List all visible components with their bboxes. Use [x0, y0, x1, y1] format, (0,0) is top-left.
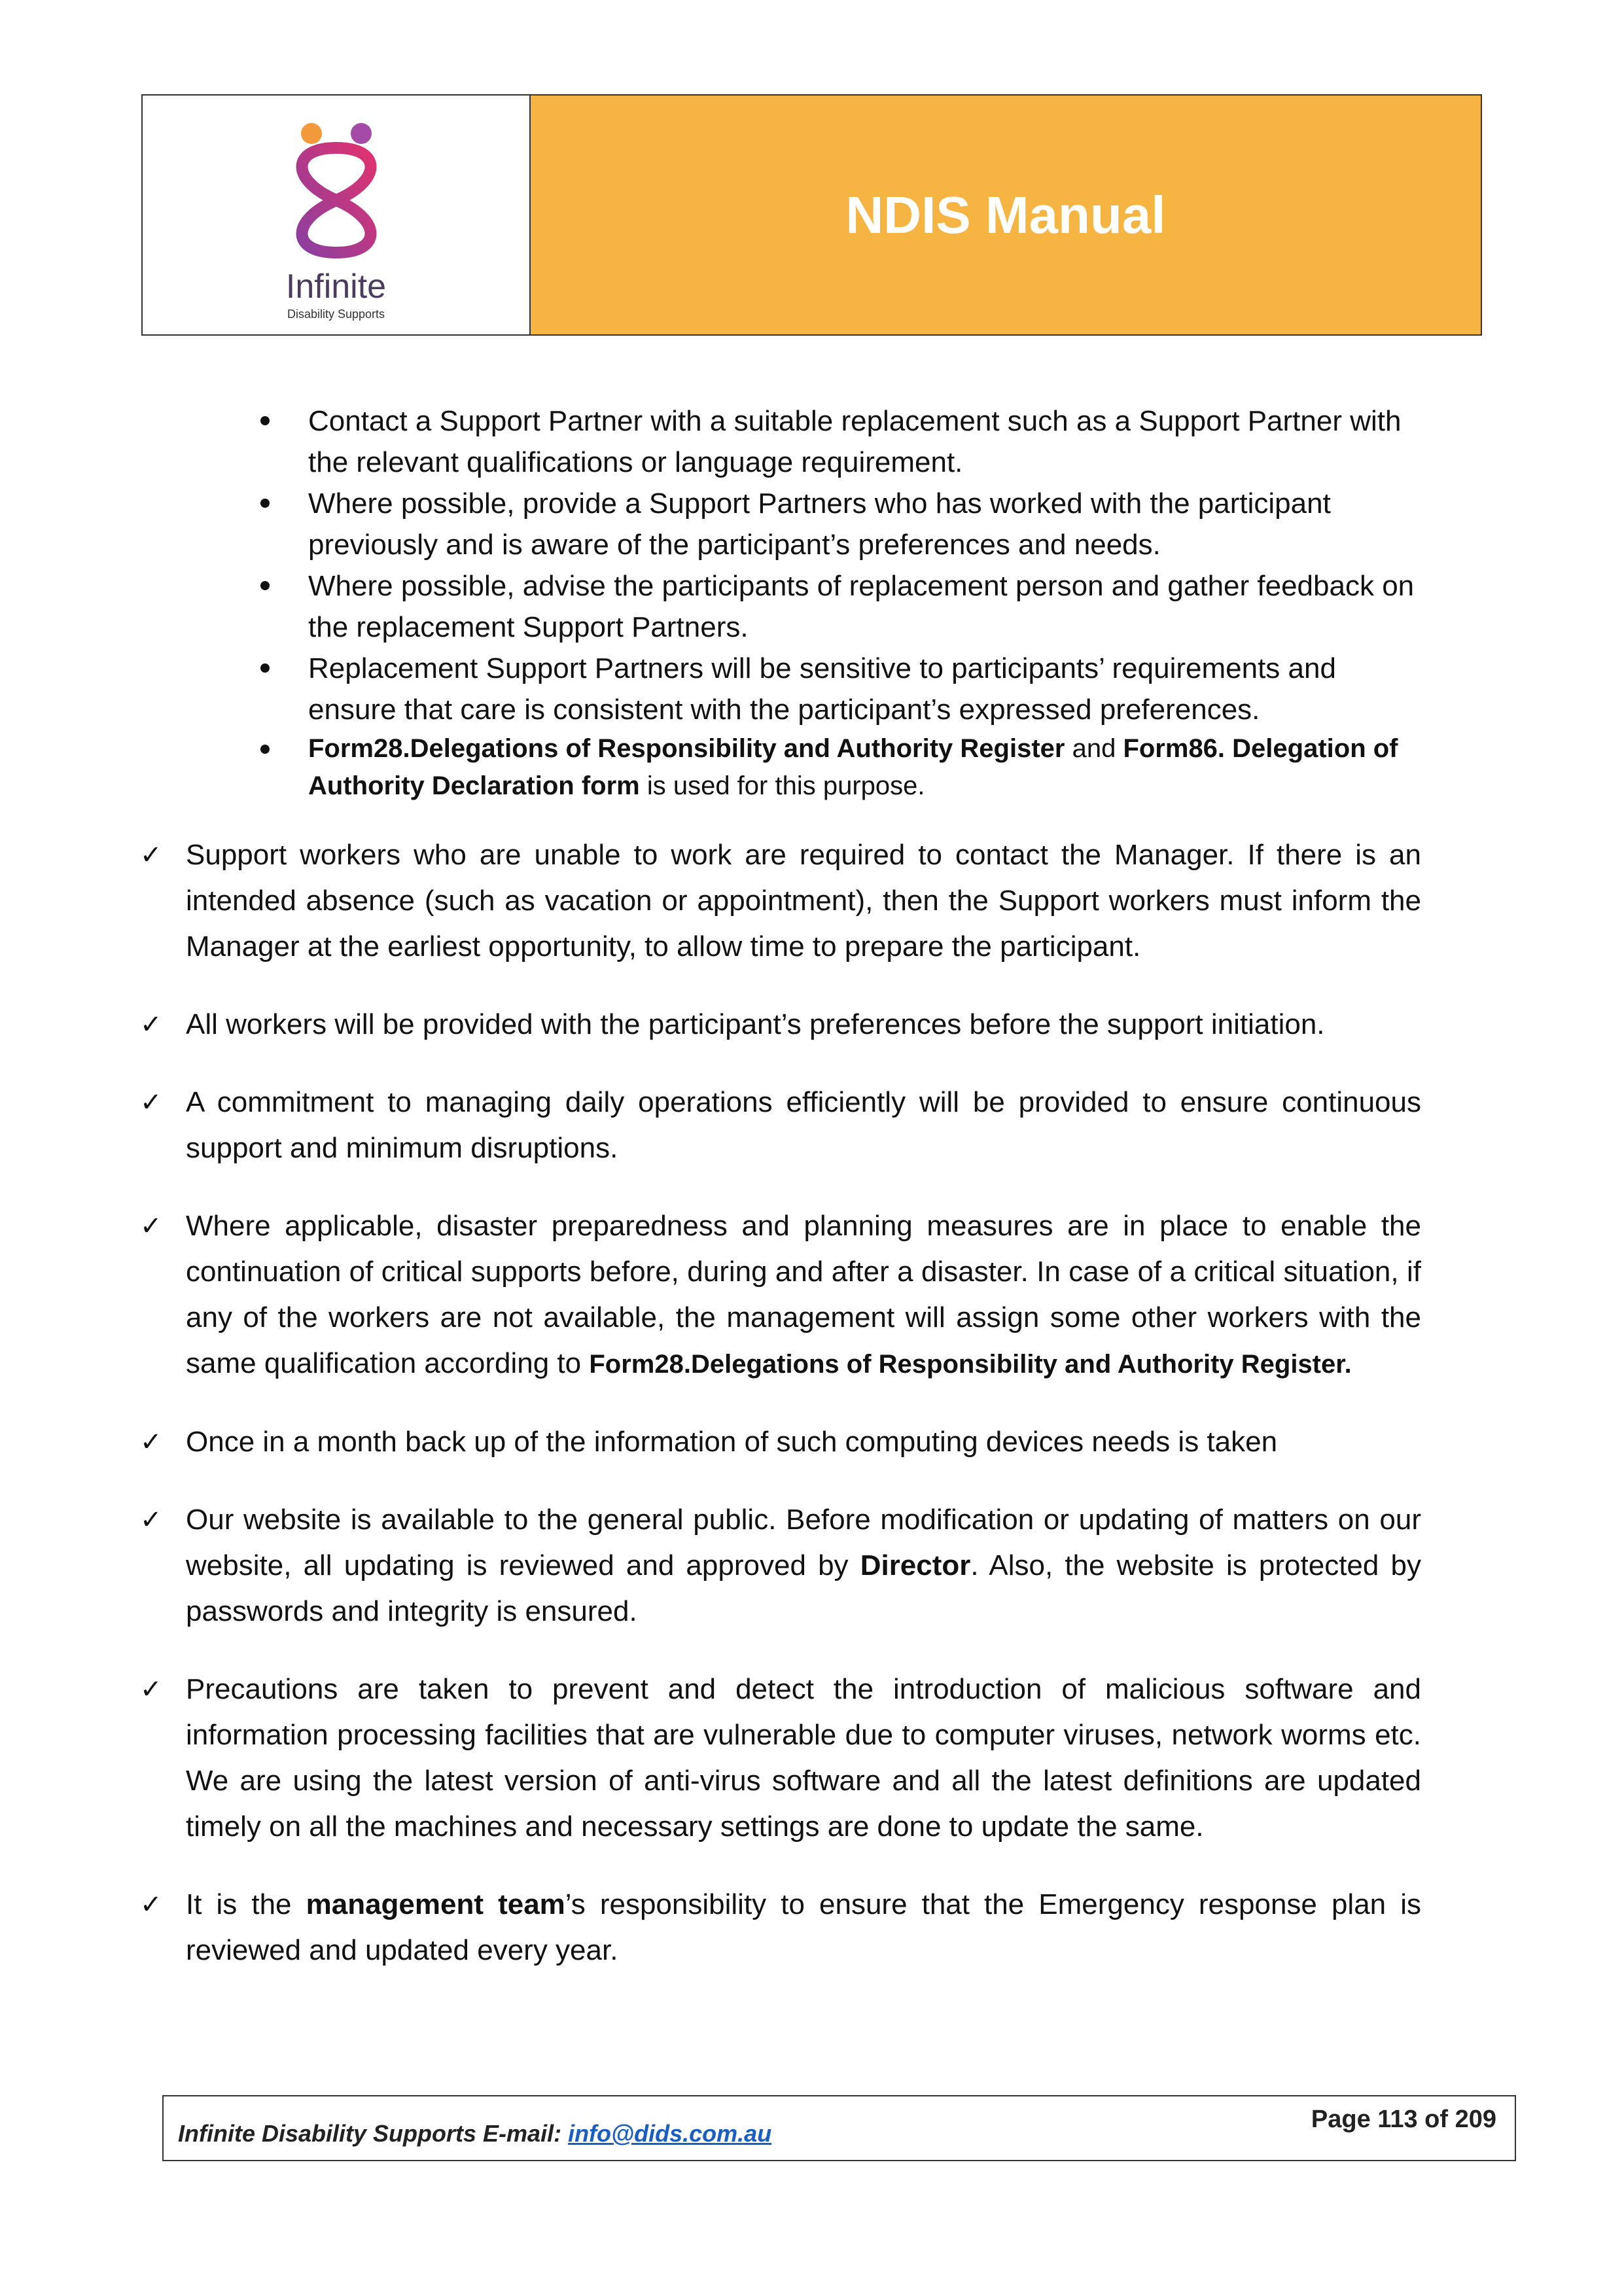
checklist [140, 832, 1421, 2005]
checkmark-icon: ✓ [140, 1427, 162, 1457]
conjunction-text: and [1065, 734, 1123, 763]
director-text: Director [860, 1549, 971, 1581]
checkmark-icon: ✓ [140, 1010, 162, 1040]
check-item-text: All workers will be provided with the participant’s preferences before the support initiation. [186, 1008, 1325, 1040]
checkmark-icon: ✓ [140, 1505, 162, 1535]
infinite-logo-icon [271, 115, 402, 279]
check-item-text: . Also, the website is protected by passwords and integrity is ensured. [186, 1549, 1421, 1627]
checkmark-icon: ✓ [140, 1674, 162, 1704]
logo-name: Infinite [285, 268, 387, 306]
check-item [140, 1002, 1421, 1048]
list-item-text: Replacement Support Partners will be sensitive to participants’ requirements and ensure that care is consistent with the participant’s expressed preferences. [308, 652, 1336, 726]
check-item-text: ’s responsibility to ensure that the Emergency response plan is reviewed and updated every year. [186, 1888, 1421, 1966]
sub-bullet-list [260, 400, 1432, 805]
bullet-icon [260, 745, 270, 754]
bullet-icon [260, 416, 270, 425]
check-item-text: A commitment to managing daily operations efficiently will be provided to ensure continuous support and minimum disruptions. [186, 1086, 1421, 1164]
bullet-icon [260, 663, 270, 673]
list-item [260, 483, 1432, 565]
page-title: NDIS Manual [845, 185, 1166, 244]
check-item-text: Support workers who are unable to work are required to contact the Manager. If there is an intended absence (such as vacation or appointment), then the Support workers must inform the Manager at the earliest opportunity, to allow time to prepare the participant. [186, 839, 1421, 963]
list-item-text: Contact a Support Partner with a suitable replacement such as a Support Partner with the relevant qualifications or language requirement. [308, 405, 1402, 478]
check-item-text: Our website is available to the general public. Before modification or updating of matters on our website, all updating is reviewed and approved by [186, 1504, 1421, 1581]
list-item [260, 648, 1432, 730]
check-item [140, 832, 1421, 970]
title-cell [531, 96, 1481, 334]
document-header [141, 94, 1482, 336]
list-item [260, 400, 1432, 483]
check-item [140, 1667, 1421, 1850]
logo [143, 96, 531, 334]
page-number: Page 113 of 209 [1311, 2106, 1496, 2133]
check-item-text: It is the [186, 1888, 306, 1920]
form28-reference: Form28.Delegations of Responsibility and Authority Register [308, 734, 1065, 763]
check-item-text: Once in a month back up of the information of such computing devices needs is taken [186, 1426, 1278, 1458]
checkmark-icon: ✓ [140, 1890, 162, 1920]
bullet-icon [260, 581, 270, 590]
list-item [260, 565, 1432, 648]
form-suffix-text: is used for this purpose. [639, 771, 925, 800]
check-item-text: Where applicable, disaster preparedness and planning measures are in place to enable the continuation of critical supports before, during and after a disaster. In case of a critical situation, if any of the workers are not available, the management will assign some other workers with the same qualification according to [186, 1210, 1421, 1379]
check-item [140, 1497, 1421, 1634]
check-item-text: Precautions are taken to prevent and detect the introduction of malicious software and information processing facilities that are vulnerable due to computer viruses, network worms etc. We are using the latest version of anti-virus software and all the latest definitions are updated timely on all the machines and necessary settings are done to update the same. [186, 1673, 1421, 1843]
list-item-text: Where possible, advise the participants of replacement person and gather feedback on the replacement Support Partners. [308, 570, 1415, 643]
check-item [140, 1882, 1421, 1973]
email-link[interactable]: info@dids.com.au [568, 2120, 772, 2147]
list-item-text: Where possible, provide a Support Partners who has worked with the participant previously and is aware of the participant’s preferences and needs. [308, 487, 1331, 561]
checkmark-icon: ✓ [140, 1087, 162, 1118]
check-item [140, 1080, 1421, 1171]
form28-reference: Form28.Delegations of Responsibility and Authority Register. [589, 1350, 1352, 1379]
footer-org-text: Infinite Disability Supports E-mail: [178, 2120, 569, 2147]
list-item-forms [260, 730, 1432, 805]
checkmark-icon: ✓ [140, 840, 162, 870]
checkmark-icon: ✓ [140, 1211, 162, 1241]
page-footer [162, 2095, 1516, 2161]
footer-contact [178, 2120, 771, 2147]
logo-subtitle: Disability Supports [287, 308, 385, 321]
form86-reference: Form86. Delegation of Authority Declaration form [308, 734, 1398, 800]
bullet-icon [260, 499, 270, 508]
management-team-text: management team [306, 1888, 565, 1920]
check-item [140, 1419, 1421, 1465]
check-item [140, 1203, 1421, 1387]
